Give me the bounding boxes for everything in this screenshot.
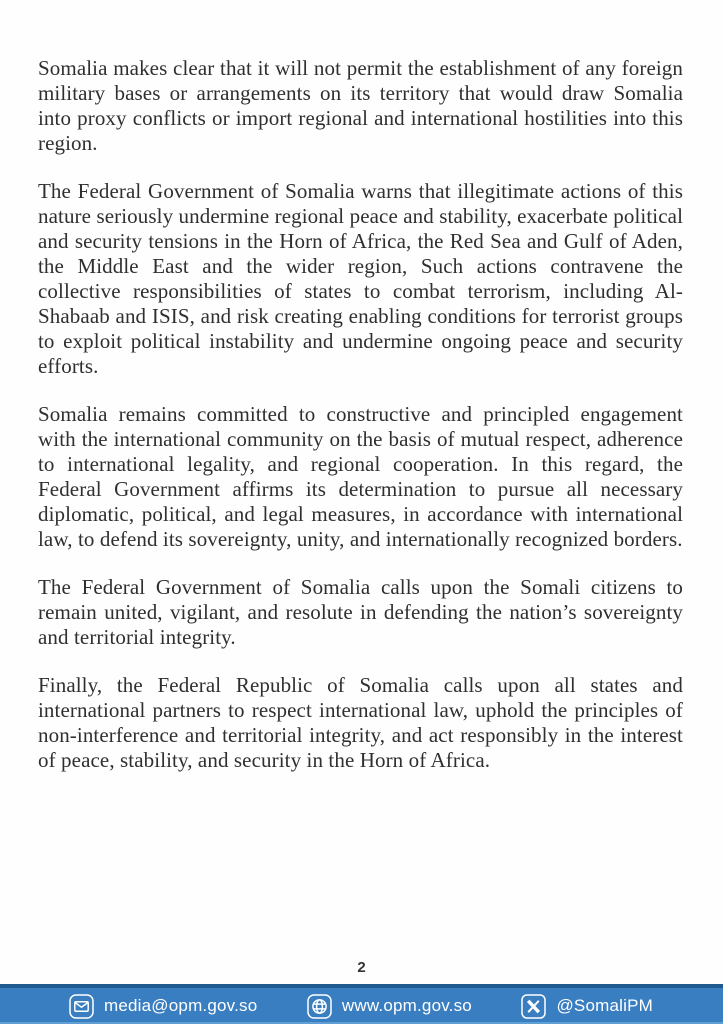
page-number: 2 xyxy=(357,959,366,976)
paragraph-foreign-bases: Somalia makes clear that it will not permit the establishment of any foreign military bases or arrangements on its territory that would draw Somalia into proxy conflicts or import regional and international hostilities into this region. xyxy=(38,56,683,155)
paragraph-engagement: Somalia remains committed to constructive and principled engagement with the international community on the basis of mutual respect, adherence to international legality, and regional cooperation. In this regard, the Federal Government affirms its determination to pursue all necessary diplomatic, political, and legal measures, in accordance with international law, to defend its sovereignty, unity, and internationally recognized borders. xyxy=(38,402,683,551)
footer-item-website[interactable] xyxy=(306,993,472,1020)
footer-bar xyxy=(0,984,723,1024)
globe-icon xyxy=(306,993,333,1020)
paragraph-citizens-call: The Federal Government of Somalia calls upon the Somali citizens to remain united, vigilant, and resolute in defending the nation’s sovereignty and territorial integrity. xyxy=(38,575,683,649)
footer-email-label: media@opm.gov.so xyxy=(104,996,258,1015)
footer-item-email[interactable] xyxy=(68,993,257,1020)
paragraph-final-call: Finally, the Federal Republic of Somalia calls upon all states and international partners to respect international law, uphold the principles of non-interference and territorial integrity, and act responsibly in the interest of peace, stability, and security in the Horn of Africa. xyxy=(38,673,683,772)
x-icon xyxy=(520,993,547,1020)
email-icon xyxy=(68,993,95,1020)
footer-twitter-label: @SomaliPM xyxy=(556,996,653,1015)
paragraph-warning: The Federal Government of Somalia warns that illegitimate actions of this nature seriously undermine regional peace and stability, exacerbate political and security tensions in the Horn of Africa, the Red Sea and Gulf of Aden, the Middle East and the wider region, Such actions contravene the collective responsibilities of states to combat terrorism, including Al-Shabaab and ISIS, and risk creating enabling conditions for terrorist groups to exploit political instability and undermine ongoing peace and security efforts. xyxy=(38,179,683,378)
footer-item-twitter[interactable] xyxy=(520,993,653,1020)
statement-body xyxy=(38,56,683,773)
footer-website-label: www.opm.gov.so xyxy=(341,996,472,1015)
